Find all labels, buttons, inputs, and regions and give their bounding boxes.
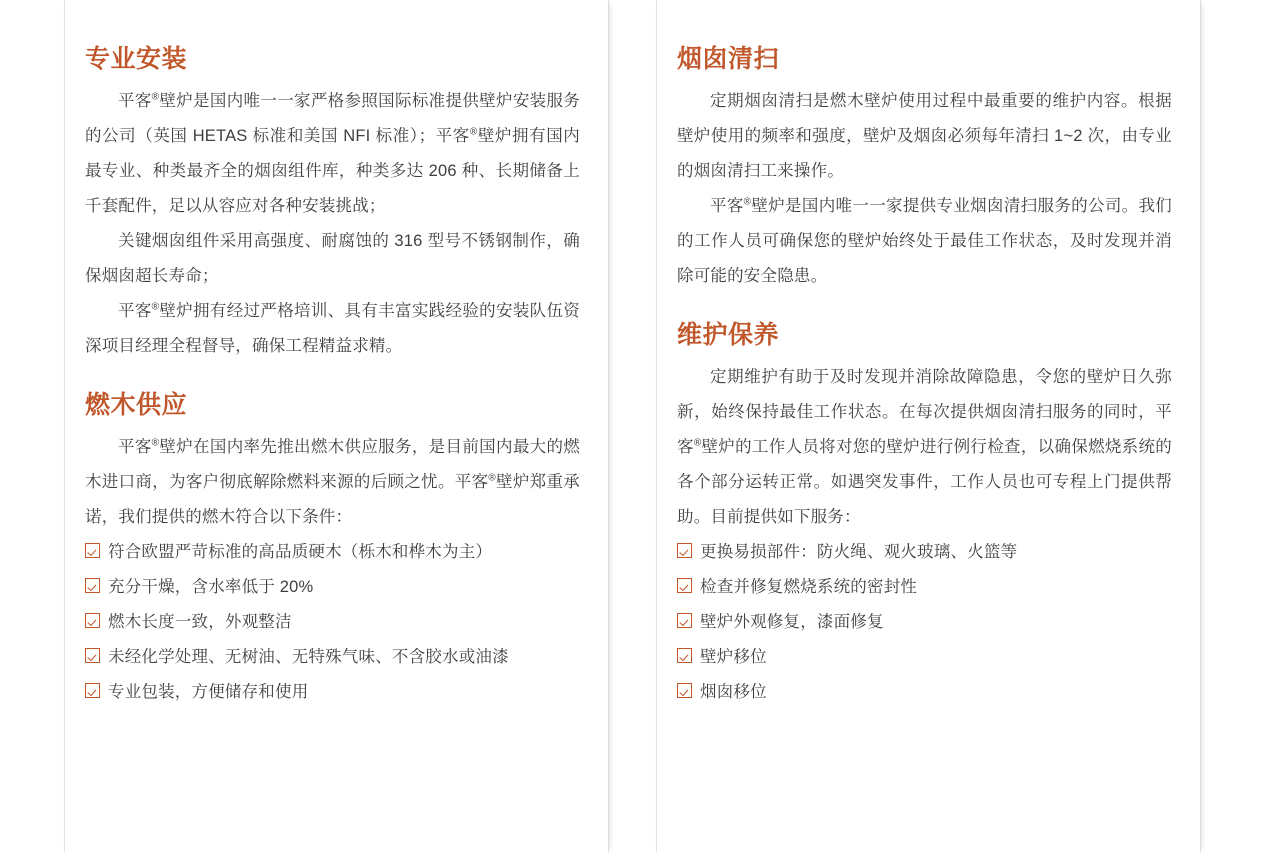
- paragraph-text: 平客: [118, 301, 152, 320]
- list-item: [85, 675, 580, 710]
- paragraph: [85, 294, 580, 364]
- registered-mark: ®: [743, 196, 752, 208]
- list-item: [85, 535, 580, 570]
- paragraph-text: 壁炉在国内率先推出燃木供应服务，是目前国内最大的燃木进口商，为客户彻底解除燃料来源的后顾之忧。平客: [85, 437, 581, 491]
- registered-mark: ®: [151, 301, 160, 313]
- checkbox-checked-icon: [677, 648, 692, 663]
- content-section: [677, 44, 1172, 294]
- list-item-label: 未经化学处理、无树油、无特殊气味、不含胶水或油漆: [108, 647, 509, 666]
- section-title: 维护保养: [677, 320, 780, 349]
- right-column-content: [657, 0, 1200, 710]
- checkbox-checked-icon: [85, 578, 100, 593]
- list-item: [85, 605, 580, 640]
- section-title: 燃木供应: [85, 390, 188, 419]
- paragraph-text: 壁炉是国内唯一一家提供专业烟囱清扫服务的公司。我们的工作人员可确保您的壁炉始终处于最佳工作状态，及时发现并消除可能的安全隐患。: [677, 196, 1173, 285]
- paragraph: [85, 224, 580, 294]
- list-item-label: 更换易损部件：防火绳、观火玻璃、火篮等: [700, 542, 1018, 561]
- list-item-label: 充分干燥，含水率低于 20%: [108, 577, 314, 596]
- paragraph: [677, 84, 1172, 189]
- list-item-label: 烟囱移位: [700, 682, 767, 701]
- section-title: 专业安装: [85, 45, 188, 73]
- paragraph-text: 定期烟囱清扫是燃木壁炉使用过程中最重要的维护内容。根据壁炉使用的频率和强度，壁炉及烟囱必须每年清扫 1~2 次，由专业的烟囱清扫工来操作。: [677, 92, 1172, 180]
- paragraph-text: 平客: [118, 92, 152, 110]
- paragraph-text: 壁炉拥有国内最专业、种类最齐全的烟囱组件库，种类多达 206 种、长期储备上千套配件，足以从容应对各种安装挑战；: [85, 126, 580, 215]
- checkbox-checked-icon: [85, 543, 100, 558]
- paragraph-text: 壁炉郑重承诺，我们提供的燃木符合以下条件：: [85, 472, 580, 526]
- paragraph-text: 壁炉的工作人员将对您的壁炉进行例行检查，以确保燃烧系统的各个部分运转正常。如遇突发事件，工作人员也可专程上门提供帮助。目前提供如下服务：: [677, 437, 1172, 526]
- registered-mark: ®: [151, 91, 160, 103]
- checklist: [85, 535, 580, 710]
- content-section: [85, 44, 580, 364]
- paragraph: [677, 189, 1172, 294]
- paragraph-text: 平客: [710, 196, 744, 215]
- checkbox-checked-icon: [85, 648, 100, 663]
- list-item: [677, 605, 1172, 640]
- list-item-label: 壁炉移位: [700, 647, 767, 666]
- paragraph-text: 关键烟囱组件采用高强度、耐腐蚀的 316 型号不锈钢制作，确保烟囱超长寿命；: [85, 231, 580, 285]
- registered-mark: ®: [469, 126, 478, 138]
- list-item-label: 专业包装，方便储存和使用: [108, 682, 309, 701]
- left-column: [64, 0, 609, 852]
- list-item-label: 符合欧盟严苛标准的高品质硬木（栎木和桦木为主）: [108, 542, 493, 561]
- list-item: [677, 570, 1172, 605]
- list-item-label: 壁炉外观修复，漆面修复: [700, 612, 884, 631]
- paragraph-text: 壁炉是国内唯一一家严格参照国际标准提供壁炉安装服务的公司（英国 HETAS 标准和美国 NFI 标准）；平客: [85, 92, 581, 145]
- checkbox-checked-icon: [677, 543, 692, 558]
- list-item: [85, 570, 580, 605]
- registered-mark: ®: [151, 437, 160, 449]
- paragraph: [677, 360, 1172, 535]
- content-section: [677, 320, 1172, 710]
- paragraph-text: 平客: [118, 437, 152, 456]
- checklist: [677, 535, 1172, 710]
- list-item: [677, 535, 1172, 570]
- content-section: [85, 390, 580, 710]
- left-column-content: [65, 0, 608, 710]
- list-item: [677, 675, 1172, 710]
- checkbox-checked-icon: [85, 613, 100, 628]
- checkbox-checked-icon: [85, 683, 100, 698]
- list-item-label: 检查并修复燃烧系统的密封性: [700, 577, 918, 596]
- paragraph: [85, 84, 580, 224]
- list-item-label: 燃木长度一致，外观整洁: [108, 612, 292, 631]
- right-column: [656, 0, 1201, 852]
- registered-mark: ®: [488, 472, 496, 484]
- paragraph: [85, 430, 580, 535]
- list-item: [85, 640, 580, 675]
- registered-mark: ®: [693, 437, 702, 449]
- list-item: [677, 640, 1172, 675]
- checkbox-checked-icon: [677, 578, 692, 593]
- paragraph-text: 定期维护有助于及时发现并消除故障隐患，令您的壁炉日久弥新，始终保持最佳工作状态。在每次提供烟囱清扫服务的同时，平客: [677, 367, 1172, 456]
- checkbox-checked-icon: [677, 613, 692, 628]
- checkbox-checked-icon: [677, 683, 692, 698]
- paragraph-text: 壁炉拥有经过严格培训、具有丰富实践经验的安装队伍资深项目经理全程督导，确保工程精益求精。: [85, 301, 581, 355]
- section-title: 烟囱清扫: [677, 45, 780, 73]
